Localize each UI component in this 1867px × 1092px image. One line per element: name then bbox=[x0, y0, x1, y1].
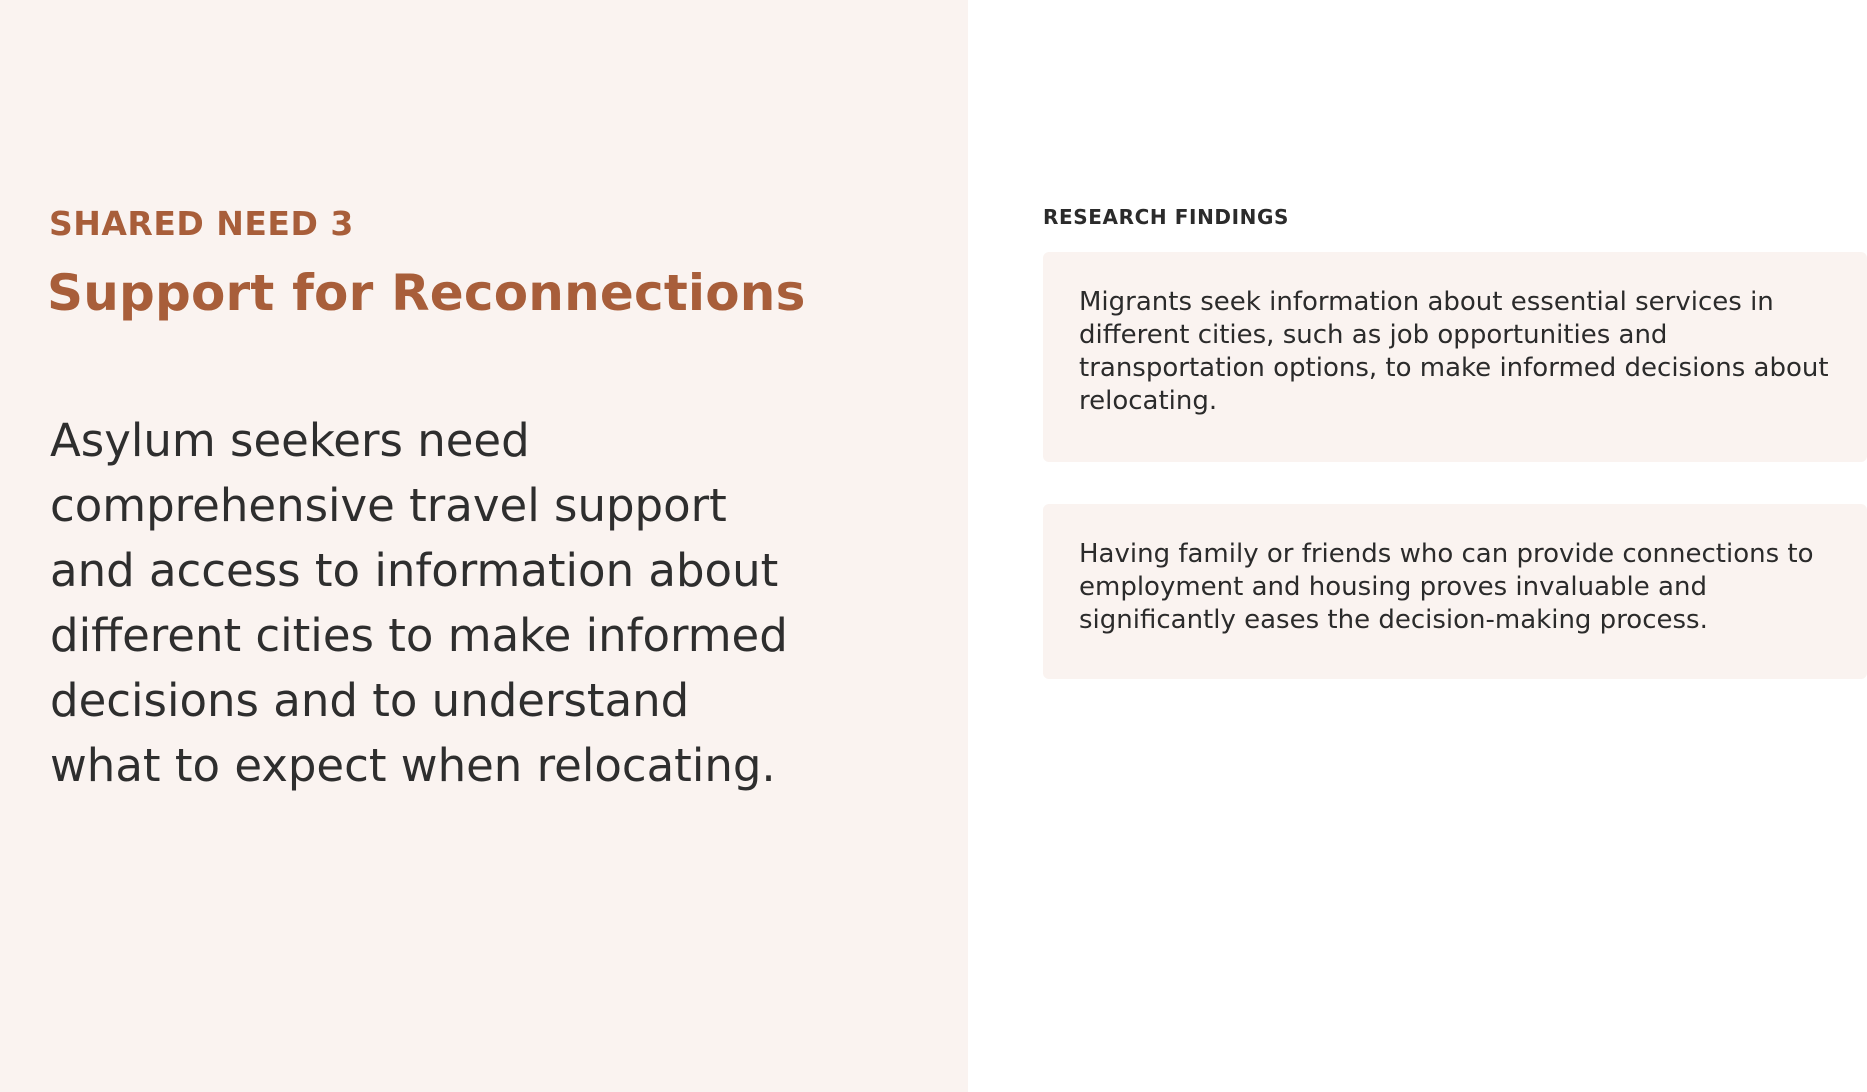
research-finding-card bbox=[1043, 252, 1867, 462]
research-finding-text: Having family or friends who can provide connections to employment and housing proves invaluable and significantly eases the decision-making process. bbox=[1079, 539, 1814, 635]
shared-need-statement: Asylum seekers need comprehensive travel support and access to information about different cities to make informed decisions and to understand what to expect when relocating. bbox=[50, 414, 788, 792]
research-finding-card bbox=[1043, 504, 1867, 679]
shared-need-title: Support for Reconnections bbox=[47, 264, 806, 322]
research-findings-heading: RESEARCH FINDINGS bbox=[1043, 205, 1290, 229]
research-finding-text: Migrants seek information about essential services in different cities, such as job opportunities and transportation options, to make informed decisions about relocating. bbox=[1079, 287, 1829, 416]
shared-need-label: SHARED NEED 3 bbox=[49, 204, 354, 243]
